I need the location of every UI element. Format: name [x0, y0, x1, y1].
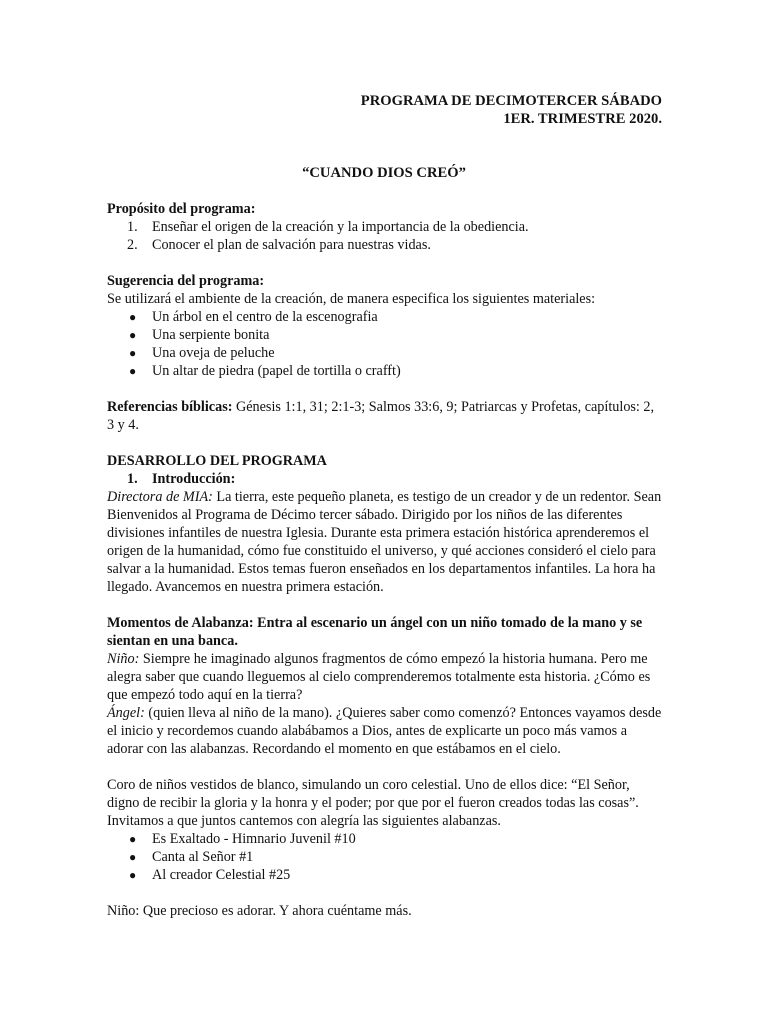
proposito-list — [107, 218, 663, 254]
coro-paragraph: Coro de niños vestidos de blanco, simulando un coro celestial. Uno de ellos dice: “El Señor, digno de recibir la gloria y la honra y el poder; por que por el fueron creados todas las cosas”. Invitamos a que juntos cantemos con alegría las siguientes alabanzas. — [107, 777, 639, 829]
list-number: 2. — [127, 237, 138, 253]
document-body — [107, 200, 663, 920]
list-number: 1. — [127, 471, 138, 487]
bullet-icon: ● — [129, 832, 137, 846]
list-item — [107, 326, 663, 344]
list-item — [107, 848, 663, 866]
desarrollo-heading: DESARROLLO DEL PROGRAMA — [107, 453, 327, 469]
list-item-text: Al creador Celestial #25 — [152, 867, 291, 883]
angel-label: Ángel: — [107, 705, 145, 721]
referencias-paragraph — [107, 398, 663, 434]
bullet-icon: ● — [129, 328, 137, 342]
bullet-icon: ● — [129, 850, 137, 864]
angel-paragraph — [107, 704, 663, 758]
nino-text: Siempre he imaginado algunos fragmentos de cómo empezó la historia humana. Pero me alegra saber que cuando lleguemos al cielo comprenderemos totalmente esta historia. ¿Cómo es que empezó todo aquí en la tierra? — [107, 651, 651, 703]
list-item — [107, 866, 663, 884]
bullet-icon: ● — [129, 868, 137, 882]
proposito-heading: Propósito del programa: — [107, 201, 256, 217]
speaker-label: Directora de MIA: — [107, 489, 213, 505]
alabanzas-list — [107, 830, 663, 884]
list-item — [107, 344, 663, 362]
list-item-text: Una oveja de peluche — [152, 345, 275, 361]
document-title: “CUANDO DIOS CREÓ” — [302, 165, 466, 181]
list-item-text: Enseñar el origen de la creación y la importancia de la obediencia. — [152, 219, 529, 235]
header-line-1: PROGRAMA DE DECIMOTERCER SÁBADO — [360, 93, 662, 109]
nino-label: Niño: — [107, 651, 140, 667]
bullet-icon: ● — [129, 310, 137, 324]
list-item-text: Canta al Señor #1 — [152, 849, 254, 865]
list-item-text: Conocer el plan de salvación para nuestras vidas. — [152, 237, 431, 253]
document-header — [361, 92, 662, 128]
nino-paragraph — [107, 650, 663, 704]
list-item — [107, 236, 663, 254]
introduccion-label: Introducción: — [152, 471, 236, 487]
referencias-label: Referencias bíblicas: — [107, 399, 233, 415]
list-item-text: Un altar de piedra (papel de tortilla o crafft) — [152, 363, 401, 379]
momentos-heading: Momentos de Alabanza: Entra al escenario un ángel con un niño tomado de la mano y se sientan en una banca. — [107, 615, 643, 649]
bullet-icon: ● — [129, 346, 137, 360]
referencias-text: Génesis 1:1, 31; 2:1-3; Salmos 33:6, 9; Patriarcas y Profetas, capítulos: 2, 3 y 4. — [107, 399, 655, 433]
list-item — [107, 830, 663, 848]
list-item-text: Un árbol en el centro de la escenografia — [152, 309, 378, 325]
list-item — [107, 362, 663, 380]
list-item — [107, 218, 663, 236]
materiales-list — [107, 308, 663, 380]
sugerencia-heading: Sugerencia del programa: — [107, 273, 265, 289]
introduccion-text: La tierra, este pequeño planeta, es testigo de un creador y de un redentor. Sean Bienvenidos al Programa de Décimo tercer sábado. Dirigido por los niños de las diferentes divisiones infantiles de nuestra Iglesia. Durante esta primera estación histórica aprenderemos el origen de la humanidad, cómo fue constituido el universo, y qué acciones consideró el cielo para salvar a la humanidad. Estos temas fueron enseñados en los departamentos infantiles. La hora ha llegado. Avancemos en nuestra primera estación. — [107, 489, 662, 595]
list-item — [107, 308, 663, 326]
angel-text: (quien lleva al niño de la mano). ¿Quieres saber como comenzó? Entonces vayamos desde el inicio y recordemos cuando alabábamos a Dios, antes de explicarte un poco más vamos a adorar con las alabanzas. Recordando el momento en que estábamos en el cielo. — [107, 705, 662, 757]
list-item-text: Es Exaltado - Himnario Juvenil #10 — [152, 831, 356, 847]
header-line-2: 1ER. TRIMESTRE 2020. — [503, 111, 662, 127]
introduccion-heading — [107, 470, 663, 488]
sugerencia-intro: Se utilizará el ambiente de la creación, de manera especifica los siguientes materiales: — [107, 291, 596, 307]
final-paragraph: Niño: Que precioso es adorar. Y ahora cuéntame más. — [107, 903, 412, 919]
list-item-text: Una serpiente bonita — [152, 327, 270, 343]
list-number: 1. — [127, 219, 138, 235]
introduccion-paragraph — [107, 488, 663, 596]
bullet-icon: ● — [129, 364, 137, 378]
